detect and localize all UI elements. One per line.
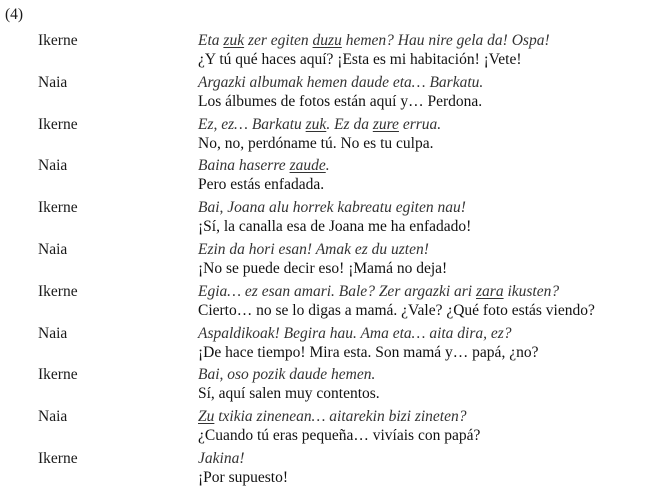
- speaker-name: Naia: [38, 157, 68, 175]
- underlined-word: zure: [372, 115, 399, 133]
- utterance: [198, 324, 538, 362]
- utterance: [198, 240, 447, 278]
- speaker-name: Ikerne: [38, 282, 78, 300]
- utterance: [198, 198, 471, 236]
- text-segment: Bai, oso pozik daude hemen.: [198, 366, 376, 384]
- basque-line: [198, 115, 441, 134]
- basque-line: [198, 365, 380, 384]
- dialogue-turn: [0, 240, 650, 282]
- text-segment: Baina haserre: [198, 157, 290, 175]
- underlined-word: zuk: [223, 32, 245, 49]
- spanish-translation: ¿Cuando tú eras pequeña… vivíais con papá?: [198, 427, 481, 445]
- text-segment: errua.: [398, 115, 442, 133]
- dialogue-turn: [0, 73, 650, 115]
- utterance: [198, 282, 595, 320]
- text-segment: Bai, Joana alu horrek kabreatu egiten nau!: [198, 199, 466, 217]
- speaker-name: Ikerne: [38, 366, 78, 384]
- text-segment: Egia… ez esan amari. Bale? Zer argazki ari: [198, 282, 476, 300]
- example-number: (4): [5, 6, 24, 23]
- underlined-word: zara: [476, 282, 504, 300]
- speaker-name: Ikerne: [38, 199, 78, 217]
- text-segment: . Ez da: [326, 115, 373, 133]
- dialogue-turn: [0, 449, 650, 491]
- spanish-translation: Pero estás enfadada.: [198, 176, 325, 194]
- utterance: [198, 156, 330, 194]
- underlined-word: duzu: [312, 32, 342, 49]
- text-segment: hemen? Hau nire gela da! Ospa!: [341, 32, 550, 49]
- utterance: [198, 31, 550, 69]
- dialogue-turn: [0, 365, 650, 407]
- spanish-translation: No, no, perdóname tú. No es tu culpa.: [198, 134, 434, 152]
- utterance: [198, 407, 480, 445]
- utterance: [198, 73, 483, 111]
- spanish-translation: ¡No se puede decir eso! ¡Mamá no deja!: [198, 259, 448, 277]
- dialogue-turn: [0, 282, 650, 324]
- utterance: [198, 115, 441, 153]
- basque-line: [198, 240, 447, 259]
- dialogue-turn: [0, 115, 650, 157]
- speaker-name: Ikerne: [38, 32, 78, 49]
- dialogue: [0, 31, 650, 491]
- basque-line: [198, 73, 483, 92]
- speaker-name: Ikerne: [38, 449, 78, 467]
- text-segment: Ezin da hori esan! Amak ez du uzten!: [198, 240, 429, 258]
- speaker-name: Naia: [38, 73, 68, 91]
- underlined-word: zaude: [289, 157, 326, 175]
- utterance: [198, 449, 288, 487]
- dialogue-turn: [0, 156, 650, 198]
- speaker-name: Ikerne: [38, 115, 78, 133]
- spanish-translation: Sí, aquí salen muy contentos.: [198, 385, 380, 403]
- dialogue-turn: [0, 324, 650, 366]
- underlined-word: zuk: [305, 115, 327, 133]
- utterance: [198, 365, 380, 403]
- speaker-name: Naia: [38, 240, 68, 258]
- text-segment: txikia zinenean… aitarekin bizi zineten?: [214, 408, 467, 426]
- text-segment: Jakina!: [198, 449, 245, 467]
- basque-line: [198, 31, 550, 50]
- text-segment: .: [325, 157, 330, 175]
- dialogue-turn: [0, 407, 650, 449]
- basque-line: [198, 324, 538, 343]
- text-segment: Eta: [198, 32, 224, 49]
- spanish-translation: ¡Sí, la canalla esa de Joana me ha enfadado!: [198, 218, 472, 236]
- text-segment: Ez, ez… Barkatu: [198, 115, 306, 133]
- speaker-name: Naia: [38, 324, 68, 342]
- spanish-translation: Cierto… no se lo digas a mamá. ¿Vale? ¿Qué foto estás viendo?: [198, 301, 595, 319]
- text-segment: Argazki albumak hemen daude eta… Barkatu.: [198, 73, 484, 91]
- text-segment: ikusten?: [503, 282, 560, 300]
- basque-line: [198, 282, 595, 301]
- text-segment: Aspaldikoak! Begira hau. Ama eta… aita dira, ez?: [198, 324, 512, 342]
- spanish-translation: ¿Y tú qué haces aquí? ¡Esta es mi habitación! ¡Vete!: [198, 51, 522, 68]
- dialogue-turn: [0, 198, 650, 240]
- basque-line: [198, 449, 288, 468]
- spanish-translation: ¡De hace tiempo! Mira esta. Son mamá y… papá, ¿no?: [198, 343, 539, 361]
- spanish-translation: Los álbumes de fotos están aquí y… Perdona.: [198, 92, 483, 110]
- text-segment: zer egiten: [244, 32, 313, 49]
- underlined-word: Zu: [198, 408, 215, 426]
- basque-line: [198, 407, 480, 426]
- speaker-name: Naia: [38, 408, 68, 426]
- basque-line: [198, 156, 330, 175]
- dialogue-turn: [0, 31, 650, 73]
- basque-line: [198, 198, 471, 217]
- spanish-translation: ¡Por supuesto!: [198, 468, 288, 486]
